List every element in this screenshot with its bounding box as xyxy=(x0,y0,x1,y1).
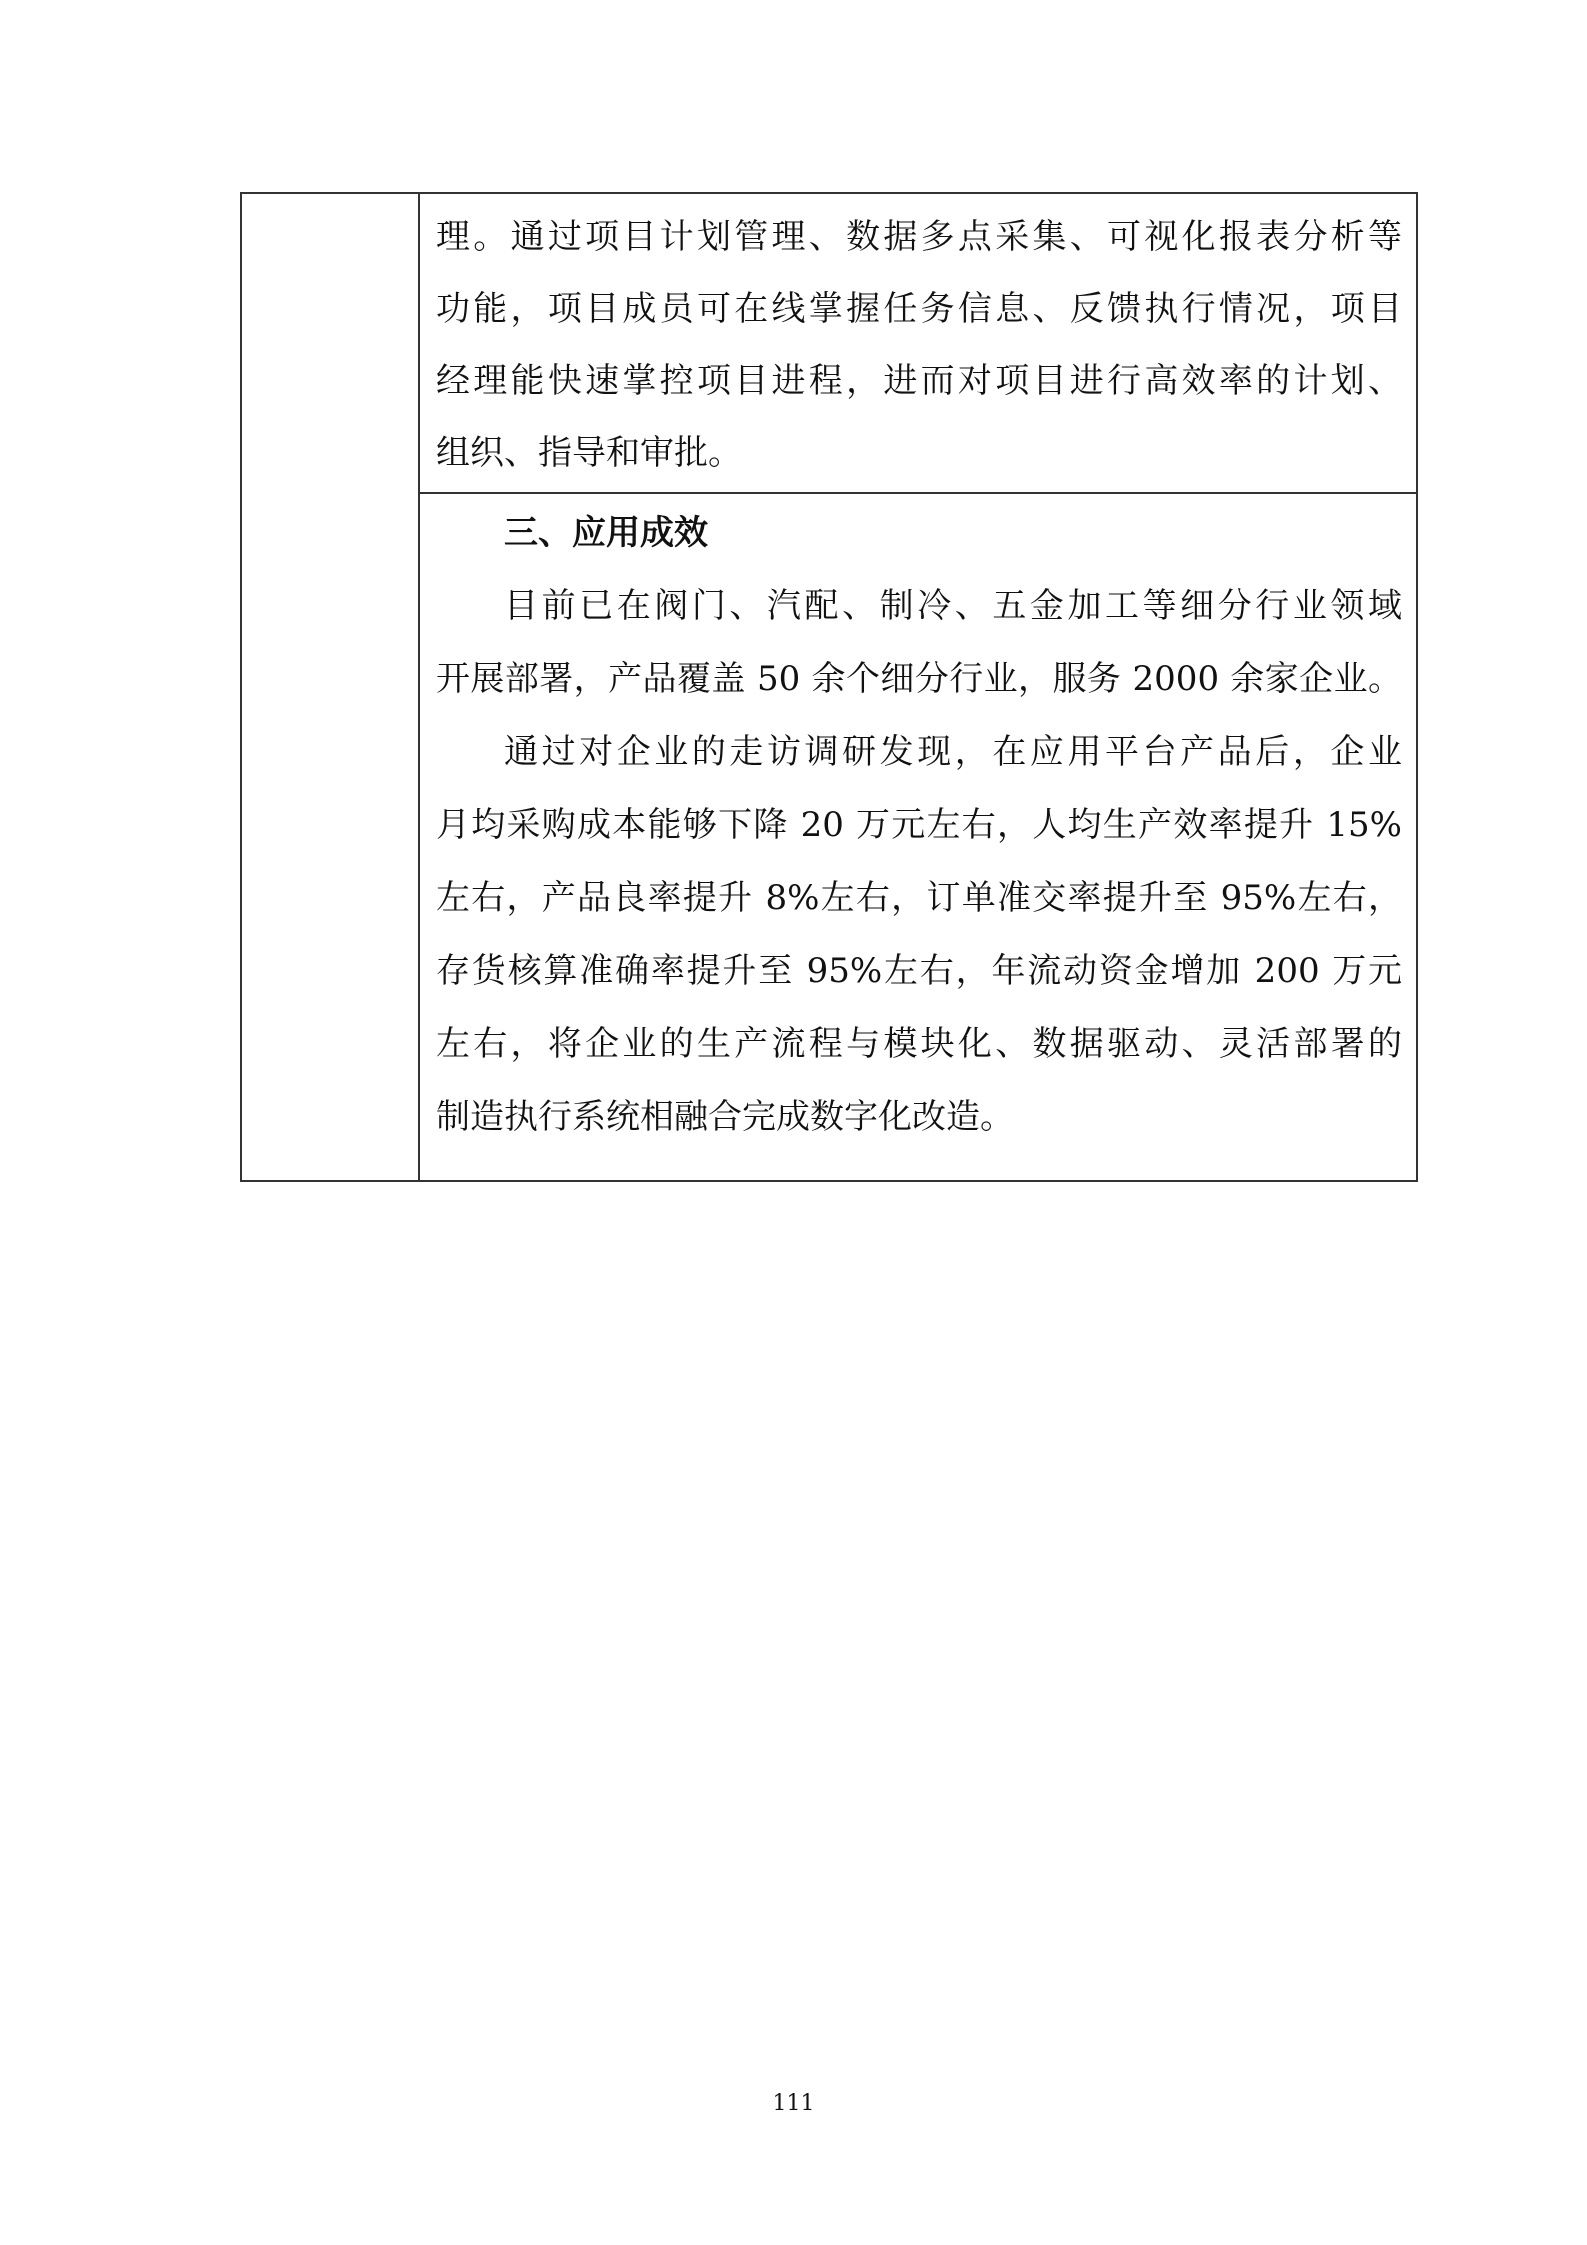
table-cell-application-results xyxy=(420,494,1418,1182)
paragraph-line: 经理能快速掌控项目进程，进而对项目进行高效率的计划、 xyxy=(436,361,1402,401)
paragraph-line: 功能，项目成员可在线掌握任务信息、反馈执行情况，项目 xyxy=(436,289,1402,329)
paragraph-line: 左右，产品良率提升 8%左右，订单准交率提升至 95%左右， xyxy=(436,878,1402,918)
paragraph-line: 左右，将企业的生产流程与模块化、数据驱动、灵活部署的 xyxy=(436,1024,1402,1064)
paragraph-line: 组织、指导和审批。 xyxy=(436,433,742,473)
table-left-cell xyxy=(242,194,420,1180)
paragraph-line: 目前已在阀门、汽配、制冷、五金加工等细分行业领域 xyxy=(504,586,1402,626)
paragraph-line: 通过对企业的走访调研发现，在应用平台产品后，企业 xyxy=(504,732,1402,772)
page-number: 111 xyxy=(772,2091,815,2116)
paragraph-line: 制造执行系统相融合完成数字化改造。 xyxy=(436,1097,1014,1137)
content-table xyxy=(240,192,1418,1182)
paragraph-line: 存货核算准确率提升至 95%左右，年流动资金增加 200 万元 xyxy=(436,951,1402,991)
paragraph-line: 理。通过项目计划管理、数据多点采集、可视化报表分析等 xyxy=(436,217,1402,257)
section-heading: 三、应用成效 xyxy=(504,513,708,553)
paragraph-line: 月均采购成本能够下降 20 万元左右，人均生产效率提升 15% xyxy=(436,805,1402,845)
paragraph-line: 开展部署，产品覆盖 50 余个细分行业，服务 2000 余家企业。 xyxy=(436,659,1402,699)
table-cell-platform-description xyxy=(420,194,1418,494)
